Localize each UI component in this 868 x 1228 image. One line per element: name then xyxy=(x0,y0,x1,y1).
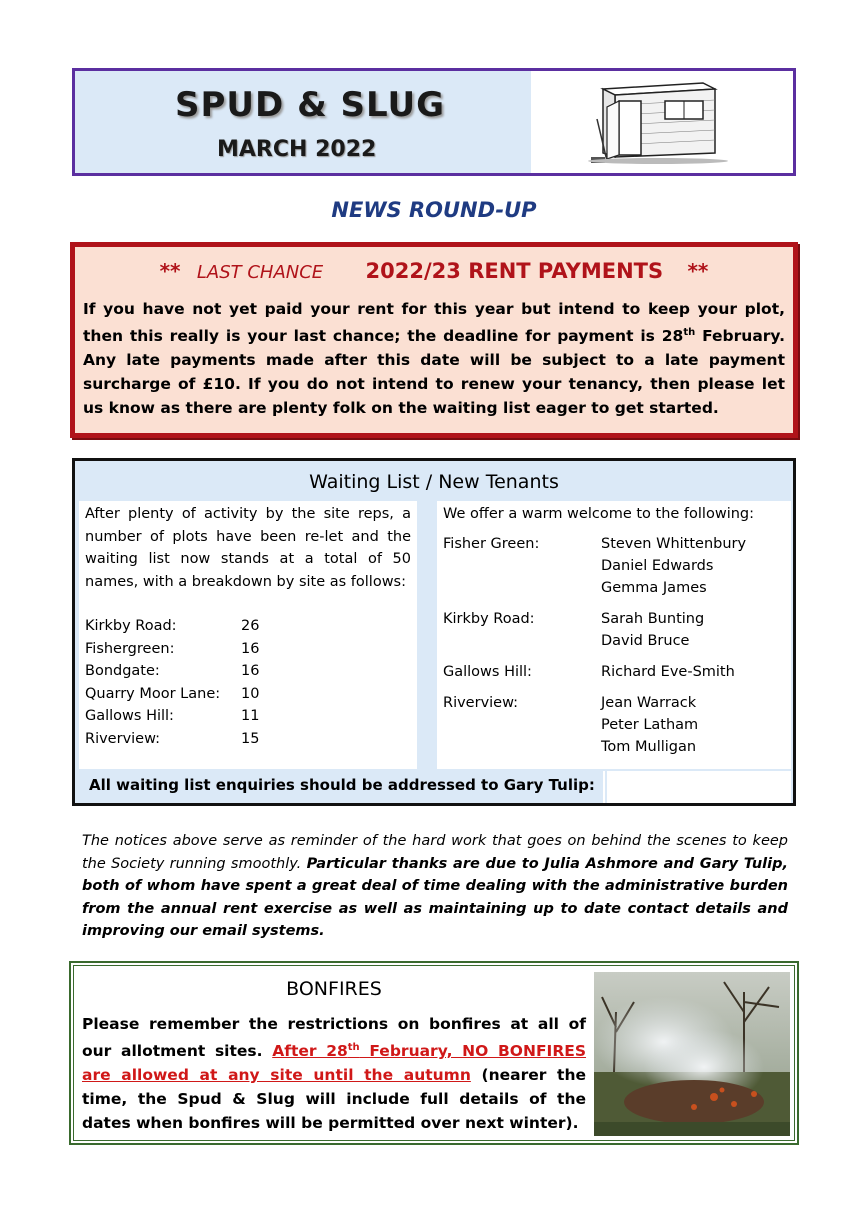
newsletter-title: SPUD & SLUG xyxy=(175,85,446,125)
rent-body-part2: February. Any late payments made after this date will be subject to a late payment surcharge of £10. If you do not intend to renew your tenancy, then please let us know as there are plenty folk on the waiting list eager to get started. xyxy=(83,327,785,418)
site-name: Riverview: xyxy=(85,730,161,747)
tenant-name: Tom Mulligan xyxy=(601,739,697,755)
tenant-name: Richard Eve-Smith xyxy=(601,664,735,680)
site-row xyxy=(85,705,411,728)
site-row xyxy=(85,683,411,706)
waiting-list-title: Waiting List / New Tenants xyxy=(309,471,559,493)
site-name: Fishergreen: xyxy=(85,640,175,657)
masthead xyxy=(72,68,796,176)
tenant-group xyxy=(443,533,785,599)
tenant-name: Steven Whittenbury xyxy=(601,536,747,552)
site-row xyxy=(85,728,411,751)
tenant-site: Fisher Green: xyxy=(443,536,540,552)
bonfire-photo xyxy=(594,972,790,1136)
site-name: Gallows Hill: xyxy=(85,708,174,724)
new-tenants-list xyxy=(443,533,785,758)
bonfires-text-2: (nearer the time, the Spud & Slug will include full details of the dates when bonfires will be permitted over next winter). xyxy=(82,1066,587,1133)
tenant-name: David Bruce xyxy=(601,633,690,649)
rent-body-part1: If you have not yet paid your rent for this year but intend to keep your plot, then this really is your last chance; the deadline for payment is 28 xyxy=(83,300,785,346)
site-row xyxy=(85,660,411,683)
warning-sup: th xyxy=(347,1042,360,1053)
tenant-group xyxy=(443,608,785,652)
rent-payments-title: 2022/23 RENT PAYMENTS xyxy=(365,259,664,283)
site-count: 11 xyxy=(241,708,260,724)
bonfires-box xyxy=(70,962,798,1144)
rent-heading xyxy=(75,259,793,283)
site-count: 15 xyxy=(241,730,260,747)
notice-plain: The notices above serve as reminder of the hard work that goes on behind the scenes to keep the Society running smoothly. xyxy=(82,833,788,872)
waiting-list-footer xyxy=(79,771,605,803)
bonfires-text-1: Please remember the restrictions on bonfires at all of our allotment sites. xyxy=(82,1015,586,1061)
bonfires-title: BONFIRES xyxy=(286,978,382,1000)
footer-blank-cell xyxy=(607,771,791,803)
site-name: Quarry Moor Lane: xyxy=(85,685,221,702)
bonfires-text xyxy=(82,1012,586,1135)
site-row xyxy=(85,615,411,638)
site-breakdown xyxy=(85,615,411,750)
rent-body xyxy=(83,297,785,420)
warning-part1: After 28 xyxy=(272,1042,348,1061)
tenant-name: Peter Latham xyxy=(601,717,699,733)
site-count: 10 xyxy=(241,685,260,702)
site-count: 16 xyxy=(241,640,260,657)
shed-illustration xyxy=(583,79,733,165)
tenant-group xyxy=(443,661,785,683)
tenant-name: Jean Warrack xyxy=(601,695,697,711)
site-count: 16 xyxy=(241,663,260,679)
stars-right: ** xyxy=(687,259,709,283)
tenant-group xyxy=(443,692,785,758)
tenant-name: Sarah Bunting xyxy=(601,611,705,627)
news-heading: NEWS ROUND-UP xyxy=(331,198,537,222)
site-name: Bondgate: xyxy=(85,663,160,679)
waiting-list-intro: After plenty of activity by the site reps, a number of plots have been re-let and the waiting list now stands at a total of 50 names, with a breakdown by site as follows: xyxy=(85,506,411,590)
tenant-names xyxy=(601,692,698,758)
tenant-name: Daniel Edwards xyxy=(601,558,714,574)
site-count: 26 xyxy=(241,618,260,634)
new-tenants-panel xyxy=(437,501,791,769)
tenant-names xyxy=(601,533,746,599)
tenant-names xyxy=(601,661,735,683)
notice-bold: Particular thanks are due to Julia Ashmore and Gary Tulip, both of whom have spent a great deal of time dealing with the administrative burden from the annual rent exercise as well as maintaining up to date contact details and improving our email systems. xyxy=(82,855,788,939)
welcome-text: We offer a warm welcome to the following: xyxy=(443,506,754,522)
tenant-site: Riverview: xyxy=(443,695,519,711)
waiting-list-summary xyxy=(79,501,417,769)
enquiries-text: All waiting list enquiries should be addressed to Gary Tulip: xyxy=(89,776,595,794)
waiting-list-box xyxy=(72,458,796,806)
tenant-site: Gallows Hill: xyxy=(443,664,532,680)
thanks-notice xyxy=(82,830,788,943)
tenant-name: Gemma James xyxy=(601,580,707,596)
site-row xyxy=(85,638,411,661)
tenant-site: Kirkby Road: xyxy=(443,611,535,627)
tenant-names xyxy=(601,608,704,652)
stars-left: ** xyxy=(159,259,181,283)
issue-date: MARCH 2022 xyxy=(217,137,377,162)
rent-notice-box xyxy=(70,242,798,438)
rent-body-sup: th xyxy=(683,327,696,338)
last-chance-label: LAST CHANCE xyxy=(196,262,324,283)
site-name: Kirkby Road: xyxy=(85,618,177,634)
warning-part2: February, NO BONFIRES are allowed at any site until the autumn xyxy=(82,1042,587,1085)
